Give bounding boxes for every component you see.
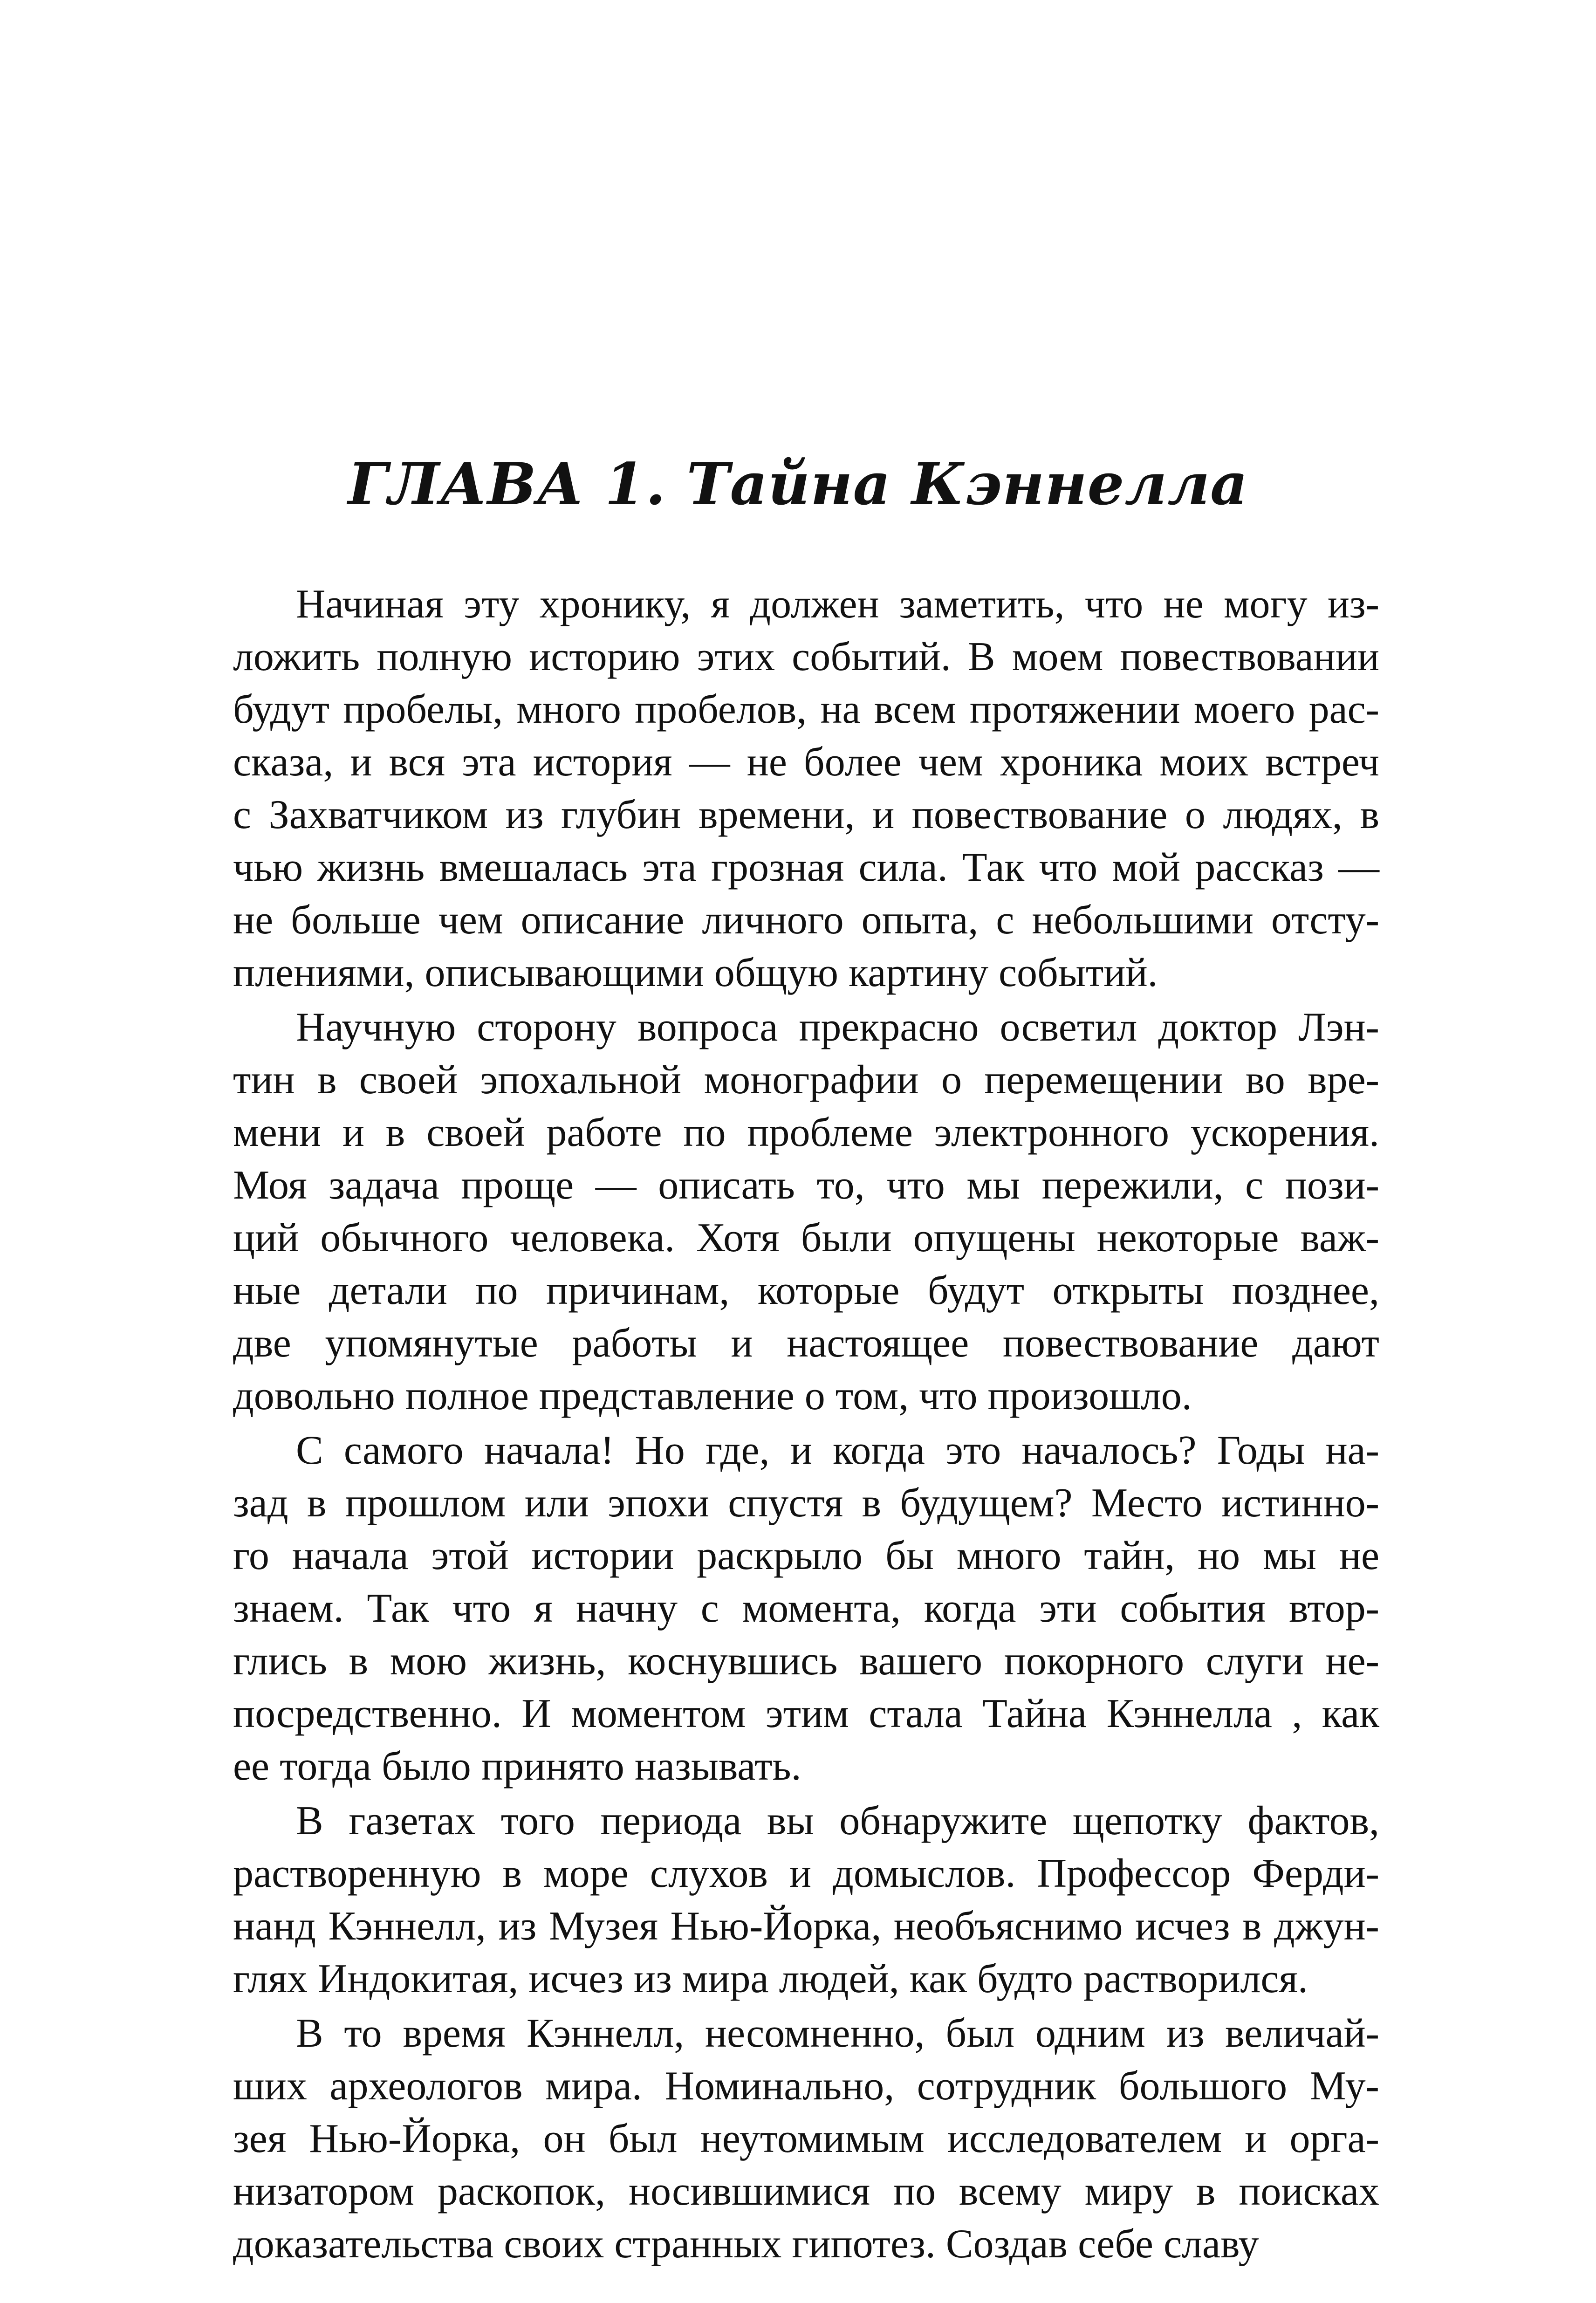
- text-line: мени и в своей работе по проблеме электронного ускорения.: [233, 1110, 1379, 1155]
- text-line: ные детали по причинам, которые будут открыты позднее,: [233, 1268, 1379, 1313]
- text-line: зея Нью-Йорка, он был неутомимым исследователем и орга-: [233, 2116, 1379, 2161]
- text-line: посредственно. И моментом этим стала Тайна Кэннелла , как: [233, 1691, 1379, 1736]
- text-line: ее тогда было принято называть.: [233, 1744, 801, 1789]
- paragraph: [233, 578, 1379, 999]
- text-line: низатором раскопок, носившимися по всему миру в поисках: [233, 2169, 1379, 2214]
- chapter-title: ГЛАВА 1. Тайна Кэннелла: [348, 451, 1248, 518]
- paragraph: [233, 1001, 1379, 1422]
- text-line: С самого начала! Но где, и когда это началось? Годы на-: [296, 1428, 1379, 1473]
- text-line: доказательства своих странных гипотез. Создав себе славу: [233, 2221, 1259, 2267]
- text-line: знаем. Так что я начну с момента, когда эти события втор-: [233, 1586, 1379, 1631]
- text-line: ложить полную историю этих событий. В моем повествовании: [233, 634, 1379, 679]
- text-line: сказа, и вся эта история — не более чем хроника моих встреч: [233, 740, 1379, 785]
- paragraph: [233, 2007, 1379, 2270]
- text-line: Научную сторону вопроса прекрасно осветил доктор Лэн-: [296, 1005, 1379, 1050]
- text-line: зад в прошлом или эпохи спустя в будущем? Место истинно-: [233, 1480, 1379, 1526]
- paragraph: [233, 1424, 1379, 1793]
- text-line: глях Индокитая, исчез из мира людей, как будто растворился.: [233, 1956, 1308, 2001]
- text-line: с Захватчиком из глубин времени, и повествование о людях, в: [233, 792, 1379, 837]
- text-line: ших археологов мира. Номинально, сотрудник большого Му-: [233, 2063, 1379, 2109]
- text-line: не больше чем описание личного опыта, с небольшими отсту-: [233, 898, 1379, 943]
- paragraph: [233, 1795, 1379, 2005]
- text-line: чью жизнь вмешалась эта грозная сила. Так что мой рассказ —: [233, 845, 1379, 890]
- text-line: Начиная эту хронику, я должен заметить, что не могу из-: [296, 582, 1379, 627]
- text-line: Моя задача проще — описать то, что мы пережили, с пози-: [233, 1163, 1379, 1208]
- text-line: две упомянутые работы и настоящее повествование дают: [233, 1321, 1379, 1366]
- text-line: довольно полное представление о том, что произошло.: [233, 1373, 1192, 1419]
- text-line: го начала этой истории раскрыло бы много тайн, но мы не: [233, 1533, 1379, 1578]
- text-line: В то время Кэннелл, несомненно, был одним из величай-: [296, 2011, 1379, 2056]
- text-line: нанд Кэннелл, из Музея Нью-Йорка, необъяснимо исчез в джун-: [233, 1904, 1379, 1949]
- text-line: В газетах того периода вы обнаружите щепотку фактов,: [296, 1798, 1379, 1844]
- text-line: тин в своей эпохальной монографии о перемещении во вре-: [233, 1057, 1379, 1103]
- text-line: будут пробелы, много пробелов, на всем протяжении моего рас-: [233, 687, 1379, 732]
- text-line: глись в мою жизнь, коснувшись вашего покорного слуги не-: [233, 1638, 1379, 1684]
- text-line: плениями, описывающими общую картину событий.: [233, 950, 1158, 995]
- chapter-body: [233, 578, 1379, 2270]
- text-line: растворенную в море слухов и домыслов. Профессор Ферди-: [233, 1851, 1379, 1896]
- text-line: ций обычного человека. Хотя были опущены некоторые важ-: [233, 1215, 1379, 1261]
